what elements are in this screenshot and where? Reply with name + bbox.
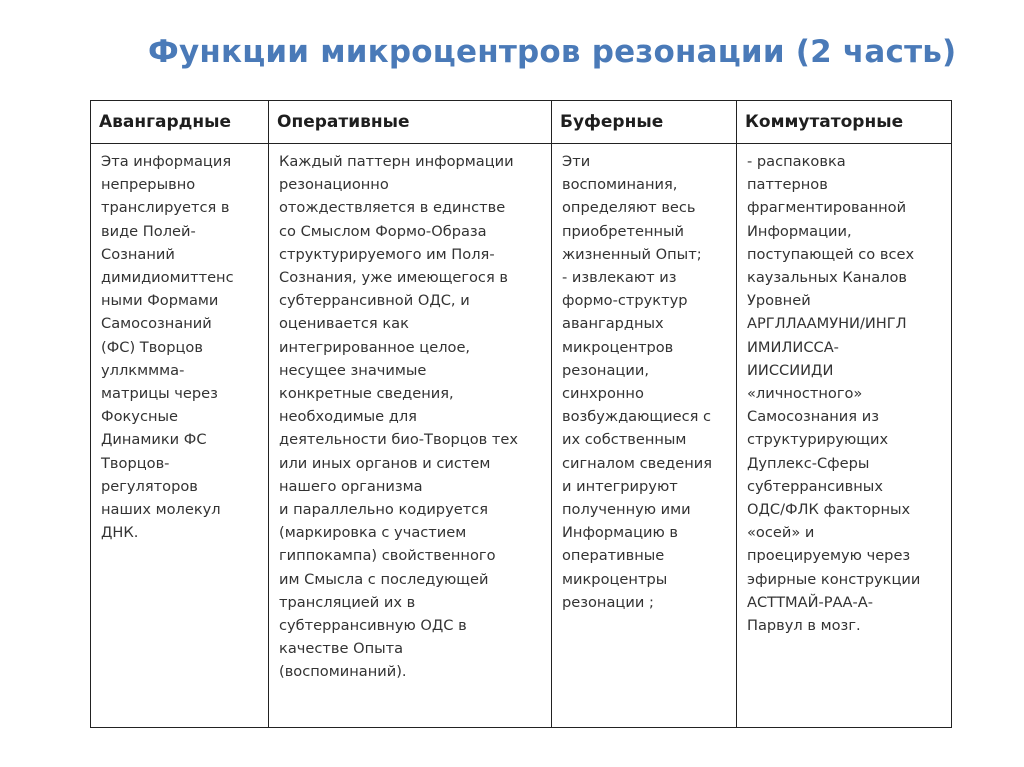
functions-table [90, 100, 952, 728]
header-bufernye: Буферные [552, 101, 737, 144]
cell-operativnye: Каждый паттерн информации резонационно отождествляется в единстве со Смыслом Формо-Образа структурируемого им Поля- Сознания, уже имеющегося в субтеррансивной ОДС, и оценивается как интегрированное целое, несущее значимые конкретные сведения, необходимые для деятельности био-Творцов тех или иных органов и систем нашего организма и параллельно кодируется (маркировка с участием гиппокампа) свойственного им Смысла с последующей трансляцией их в субтеррансивную ОДС в качестве Опыта (воспоминаний). [269, 144, 552, 728]
table-header-row [91, 101, 952, 144]
cell-bufernye: Эти воспоминания, определяют весь приобретенный жизненный Опыт; - извлекают из формо-структур авангардных микроцентров резонации, синхронно возбуждающиеся с их собственным сигналом сведения и интегрируют полученную ими Информацию в оперативные микроцентры резонации ; [552, 144, 737, 728]
header-operativnye: Оперативные [269, 101, 552, 144]
slide-title: Функции микроцентров резонации (2 часть) [148, 34, 957, 70]
cell-kommutatornye: - распаковка паттернов фрагментированной Информации, поступающей со всех каузальных Каналов Уровней АРГЛЛААМУНИ/ИНГЛ ИМИЛИССА- ИИССИИДИ «личностного» Самосознания из структурирующих Дуплекс-Сферы субтеррансивных ОДС/ФЛК факторных «осей» и проецируемую через эфирные конструкции АСТТМАЙ-РАА-А- Парвул в мозг. [737, 144, 952, 728]
header-kommutatornye: Коммутаторные [737, 101, 952, 144]
header-avangardnye: Авангардные [91, 101, 269, 144]
cell-avangardnye: Эта информация непрерывно транслируется в виде Полей- Сознаний димидиомиттенс ными Формами Самосознаний (ФС) Творцов уллкммма- матрицы через Фокусные Динамики ФС Творцов- регуляторов наших молекул ДНК. [91, 144, 269, 728]
table-row [91, 144, 952, 728]
